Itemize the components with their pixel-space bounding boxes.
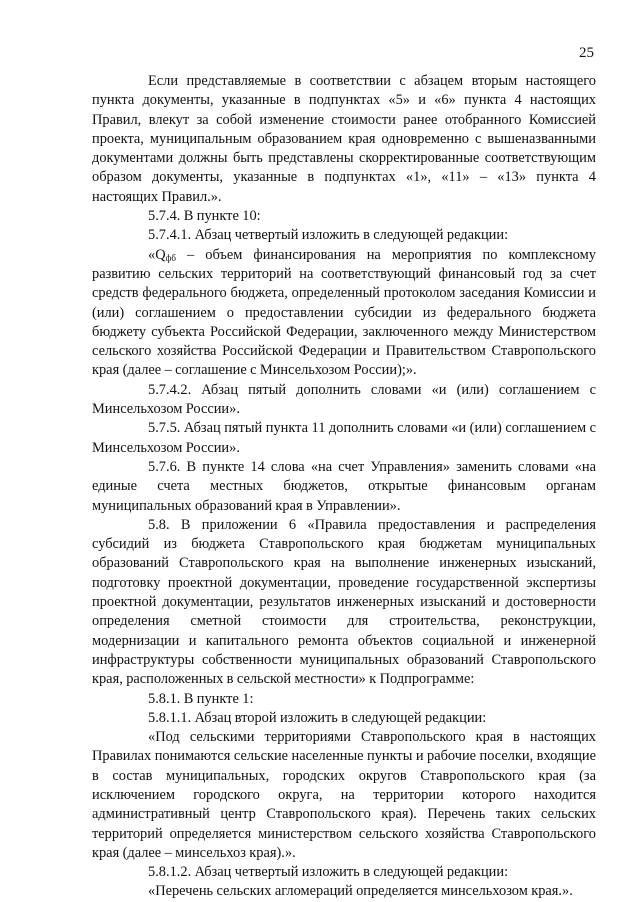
paragraph-5-8-1-1: 5.8.1.1. Абзац второй изложить в следующей редакции: — [148, 709, 487, 726]
formula-subscript: фб — [165, 252, 177, 263]
paragraph-agglomerations-list: «Перечень сельских агломераций определяется минсельхозом края.». — [148, 883, 573, 900]
paragraph-5-8: 5.8. В приложении 6 «Правила предоставления и распределения субсидий из бюджета Ставропольского края бюджетам муниципальных образований Ставропольского края на выполнение инженерных изысканий, подготовку проектной документации, проведение государственной экспертизы проектной документации, результатов инженерных изысканий и достоверности определения сметной стоимости для строительства, реконструкции, модернизации и капитального ремонта объектов социальной и инженерной инфраструктуры собственности муниципальных образований Ставропольского края, расположенных в сельской местности» к Подпрограмме: — [92, 516, 596, 688]
paragraph-5-7-6: 5.7.6. В пункте 14 слова «на счет Управления» заменить словами «на единые счета местных бюджетов, открытые финансовым органам муниципальных образований края в Управлении». — [92, 458, 596, 514]
paragraph-5-7-4: 5.7.4. В пункте 10: — [148, 208, 261, 225]
paragraph-documents-cost-change: Если представляемые в соответствии с абзацем вторым настоящего пункта документы, указанные в подпунктах «5» и «6» пункта 4 настоящих Правил, влекут за собой изменение стоимости ранее отобранного Комиссией проекта, муниципальным образованием края одновременно с вышеназванными документами должны быть представлены скорректированные соответствующим образом документы, указанные в подпунктах «1», «11» – «13» пункта 4 настоящих Правил.». — [92, 73, 596, 205]
document-body — [92, 72, 596, 902]
paragraph-5-8-1: 5.8.1. В пункте 1: — [148, 690, 254, 707]
paragraph-5-7-5: 5.7.5. Абзац пятый пункта 11 дополнить словами «и (или) соглашением с Минсельхозом России». — [92, 420, 596, 456]
paragraph-rural-territories-definition: «Под сельскими территориями Ставропольского края в настоящих Правилах понимаются сельские населенные пункты и рабочие поселки, входящие в состав муниципальных, городских округов Ставропольского края (за исключением городского округа, на территории которого находится административный центр Ставропольского края). Перечень таких сельских территорий определяется министерством сельского хозяйства Ставропольского края (далее – минсельхоз края).». — [92, 729, 596, 861]
page-number: 25 — [579, 45, 594, 61]
formula-definition: – объем финансирования на мероприятия по комплексному развитию сельских территорий на соответствующий финансовый год за счет средств федерального бюджета, определенный протоколом заседания Комиссии и (или) соглашением о предоставлении субсидии из федерального бюджета бюджету субъекта Российской Федерации, заключенного между Министерством сельского хозяйства Российской Федерации и Правительством Ставропольского края (далее – соглашение с Минсельхозом России);». — [92, 246, 596, 379]
paragraph-5-7-4-1: 5.7.4.1. Абзац четвертый изложить в следующей редакции: — [148, 227, 509, 244]
formula-symbol: «Q — [148, 246, 166, 263]
paragraph-formula-qfb — [92, 246, 596, 381]
paragraph-5-7-4-2: 5.7.4.2. Абзац пятый дополнить словами «и (или) соглашением с Минсельхозом России». — [92, 381, 596, 418]
paragraph-5-8-1-2: 5.8.1.2. Абзац четвертый изложить в следующей редакции: — [148, 864, 509, 881]
